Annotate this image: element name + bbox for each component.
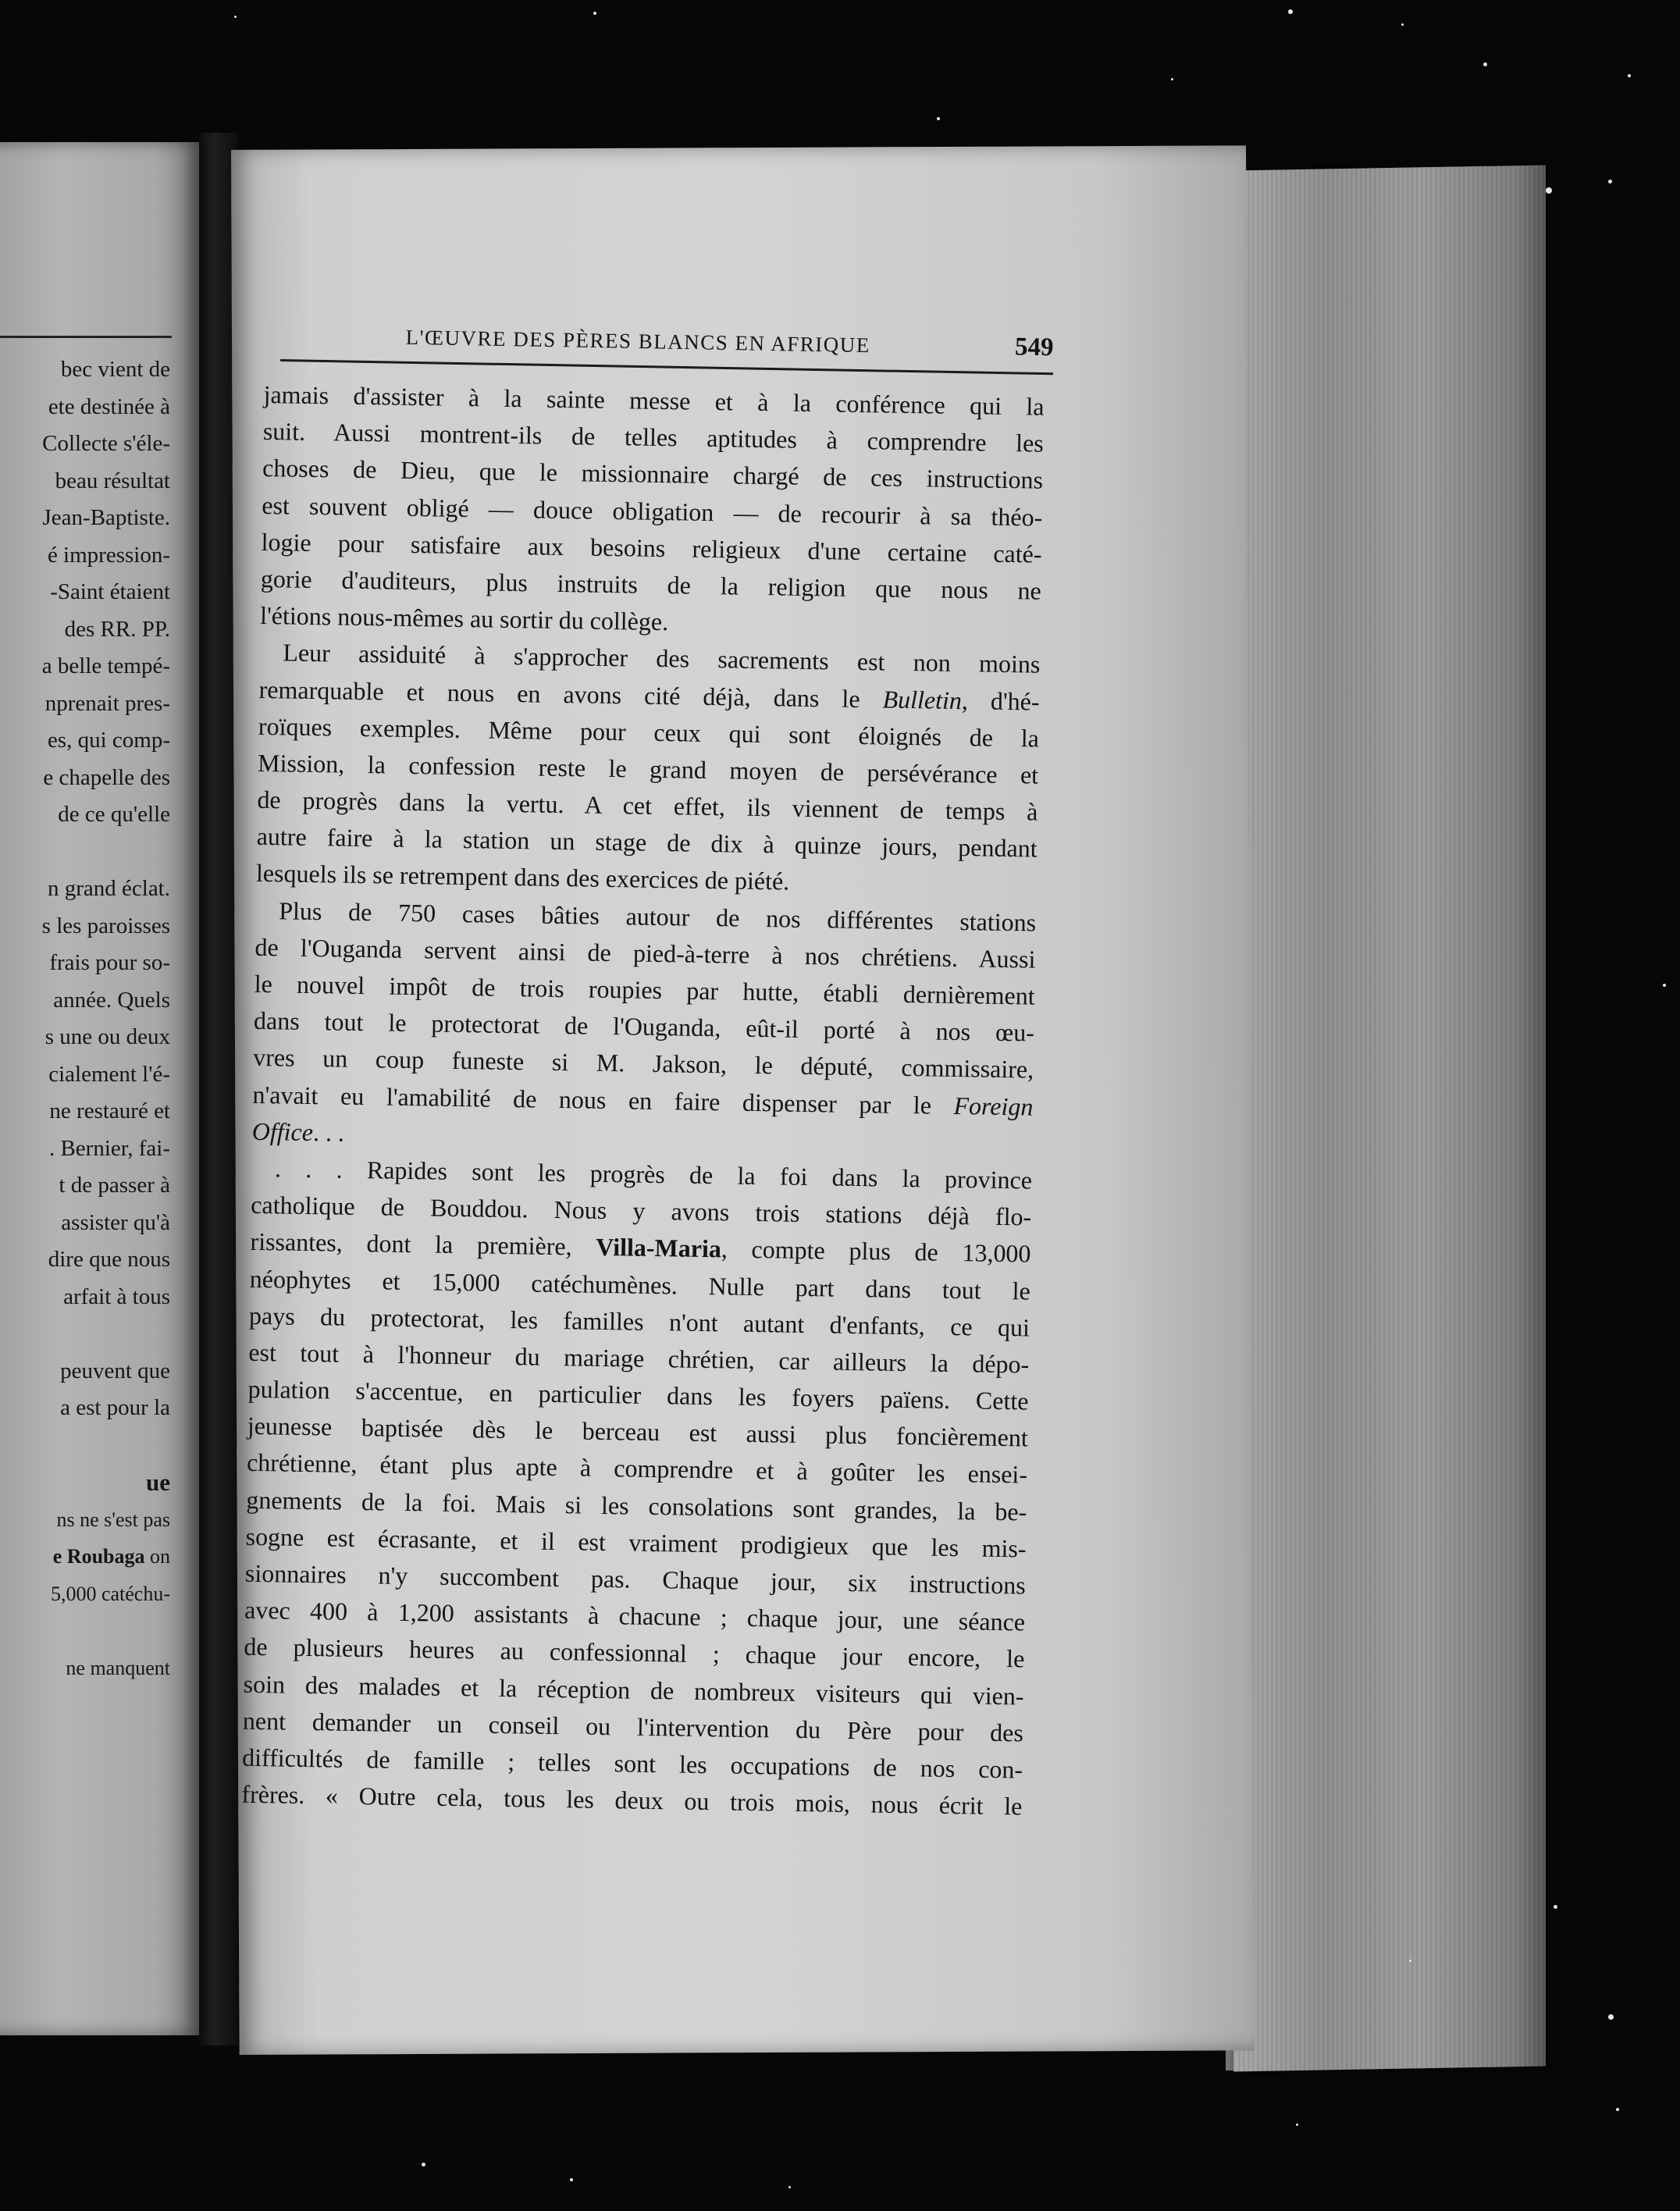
body-line: soin des malades et la réception de nombreux visiteurs qui vien- <box>243 1669 1024 1711</box>
dust-speck <box>1608 2014 1614 2020</box>
dust-speck <box>234 16 237 18</box>
body-line: . . . Rapides sont les progrès de la foi dans la province <box>274 1154 1033 1195</box>
left-page-line: e Roubaga on <box>52 1545 170 1568</box>
dust-speck <box>570 2178 573 2181</box>
body-line: chrétienne, étant plus apte à comprendre et à goûter les ensei- <box>246 1448 1028 1489</box>
body-line: jeunesse baptisée dès le berceau est aussi plus foncièrement <box>247 1412 1029 1452</box>
body-line: catholique de Bouddou. Nous y avons trois stations déjà flo- <box>251 1190 1032 1231</box>
dust-speck <box>1288 9 1293 14</box>
left-page-line: é impression- <box>47 542 170 568</box>
left-page-line: de ce qu'elle <box>58 802 170 827</box>
italic-text: Bulletin <box>882 685 963 714</box>
left-page-line: e chapelle des <box>43 764 170 790</box>
body-line: de progrès dans la vertu. A cet effet, ils viennent de temps à <box>257 785 1038 826</box>
left-page-line: s les paroisses <box>41 913 170 938</box>
dust-speck <box>1608 180 1612 183</box>
dust-speck <box>1616 2108 1619 2111</box>
left-page-line: frais pour so- <box>49 950 170 975</box>
body-line: de plusieurs heures au confessionnal ; chaque jour encore, le <box>244 1632 1025 1673</box>
dust-speck <box>1483 62 1487 66</box>
body-line: gorie d'auditeurs, plus instruits de la religion que nous ne <box>260 564 1042 605</box>
body-line: gnements de la foi. Mais si les consolations sont grandes, la be- <box>246 1485 1027 1526</box>
body-line: rissantes, dont la première, Villa-Maria, compte plus de 13,000 <box>250 1227 1031 1268</box>
body-line: nent demander un conseil ou l'intervention du Père pour des <box>242 1706 1024 1747</box>
dust-speck <box>1401 23 1404 26</box>
left-page-line <box>0 1316 170 1353</box>
body-line: roïques exemples. Même pour ceux qui sont éloignés de la <box>258 711 1040 753</box>
dust-speck <box>1554 1905 1557 1909</box>
body-line: avec 400 à 1,200 assistants à chacune ; chaque jour, une séance <box>244 1595 1026 1636</box>
dust-speck <box>1409 1960 1411 1962</box>
left-page-line: n grand éclat. <box>47 876 170 901</box>
body-line: néophytes et 15,000 catéchumènes. Nulle part dans tout le <box>249 1264 1031 1305</box>
left-page-line <box>0 1427 170 1465</box>
body-line: choses de Dieu, que le missionnaire chargé de ces instructions <box>262 454 1044 495</box>
dust-speck <box>937 117 940 120</box>
left-page-header-rule <box>0 336 172 338</box>
bold-text: Villa-Maria <box>596 1233 722 1263</box>
body-line: vres un coup funeste si M. Jakson, le député, commissaire, <box>253 1043 1034 1084</box>
left-page-line: année. Quels <box>53 987 170 1013</box>
body-line: de l'Ouganda servent ainsi de pied-à-terre à nos chrétiens. Aussi <box>254 932 1036 974</box>
left-page-line: assister qu'à <box>61 1209 170 1235</box>
dust-speck <box>1628 74 1631 77</box>
body-line: suit. Aussi montrent-ils de telles aptitudes à comprendre les <box>262 417 1045 458</box>
left-page-line: arfait à tous <box>63 1284 170 1309</box>
running-head: L'ŒUVRE DES PÈRES BLANCS EN AFRIQUE <box>405 325 871 358</box>
body-line: pulation s'accentue, en particulier dans les foyers païens. Cette <box>247 1374 1029 1415</box>
left-page-text <box>0 351 170 1686</box>
page-edges <box>1233 166 1546 2072</box>
left-page-line: cialement l'é- <box>48 1061 170 1087</box>
body-line: jamais d'assister à la sainte messe et à la conférence qui la <box>263 379 1045 421</box>
left-page-line: . Bernier, fai- <box>48 1135 170 1161</box>
body-line: Office. . . <box>251 1116 345 1147</box>
body-line: est tout à l'honneur du mariage chrétien, car ailleurs la dépo- <box>248 1337 1030 1379</box>
body-line: Mission, la confession reste le grand moyen de persévérance et <box>257 748 1039 789</box>
left-page-line: 5,000 catéchu- <box>50 1582 170 1605</box>
left-page-line: des RR. PP. <box>64 616 170 642</box>
dust-speck <box>1663 984 1666 987</box>
left-page-line: es, qui comp- <box>47 728 170 753</box>
body-text <box>241 376 1045 1825</box>
body-line: autre faire à la station un stage de dix à quinze jours, pendant <box>256 822 1038 863</box>
left-page-line: a belle tempé- <box>41 653 170 678</box>
body-line: logie pour satisfaire aux besoins religieux d'une certaine caté- <box>261 527 1042 568</box>
left-page-line: ns ne s'est pas <box>56 1508 170 1531</box>
left-page-line: s une ou deux <box>44 1024 170 1049</box>
page-number: 549 <box>1014 333 1054 362</box>
left-page-line: bec vient de <box>60 357 170 382</box>
left-page-line: beau résultat <box>55 468 170 493</box>
body-line: est souvent obligé — douce obligation — de recourir à sa théo- <box>262 490 1043 532</box>
left-page-line: ne manquent <box>66 1656 170 1679</box>
left-page-line: -Saint étaient <box>50 579 170 604</box>
left-page-line: peuvent que <box>60 1358 170 1383</box>
italic-text: Foreign <box>953 1091 1034 1121</box>
left-page-line: ne restauré et <box>49 1098 170 1123</box>
body-line: remarquable et nous en avons cité déjà, dans le Bulletin, d'hé- <box>258 675 1040 716</box>
body-line: frères. « Outre cela, tous les deux ou trois mois, nous écrit le <box>241 1779 1023 1821</box>
left-page-line: t de passer à <box>59 1173 170 1198</box>
left-page-line <box>0 1612 170 1650</box>
body-line: pays du protectorat, les familles n'ont autant d'enfants, ce qui <box>248 1301 1030 1342</box>
dust-speck <box>593 12 596 15</box>
left-page-line <box>0 834 170 871</box>
body-line: difficultés de famille ; telles sont les occupations de nos con- <box>241 1743 1023 1784</box>
left-page-line: ue <box>146 1469 170 1496</box>
body-line: Plus de 750 cases bâties autour de nos différentes stations <box>278 896 1037 937</box>
left-page <box>0 142 203 2035</box>
dust-speck <box>422 2163 425 2166</box>
body-line: l'étions nous-mêmes au sortir du collège. <box>259 601 669 636</box>
left-page-line: Jean-Baptiste. <box>42 505 170 530</box>
left-page-line: nprenait pres- <box>44 690 170 716</box>
left-page-line: dire que nous <box>48 1247 170 1272</box>
left-page-line: Collecte s'éle- <box>42 431 170 456</box>
body-line: n'avait eu l'amabilité de nous en faire dispenser par le Foreign <box>252 1080 1034 1121</box>
body-line: Leur assiduité à s'approcher des sacrements est non moins <box>283 638 1041 678</box>
left-page-line: ete destinée à <box>48 393 170 419</box>
left-page-line: a est pour la <box>60 1395 170 1420</box>
body-line: lesquels ils se retrempent dans des exercices de piété. <box>255 859 790 896</box>
dust-speck <box>1171 78 1173 80</box>
dust-speck <box>788 2186 791 2188</box>
body-line: sionnaires n'y succombent pas. Chaque jour, six instructions <box>244 1558 1027 1600</box>
dust-speck <box>1546 187 1552 194</box>
italic-text: Office <box>251 1116 314 1146</box>
dust-speck <box>1296 2124 1298 2126</box>
body-line: dans tout le protectorat de l'Ouganda, eût-il porté à nos œu- <box>253 1006 1035 1047</box>
body-line: le nouvel impôt de trois roupies par hutte, établi dernièrement <box>254 969 1035 1010</box>
body-line: sogne est écrasante, et il est vraiment prodigieux que les mis- <box>245 1522 1027 1563</box>
